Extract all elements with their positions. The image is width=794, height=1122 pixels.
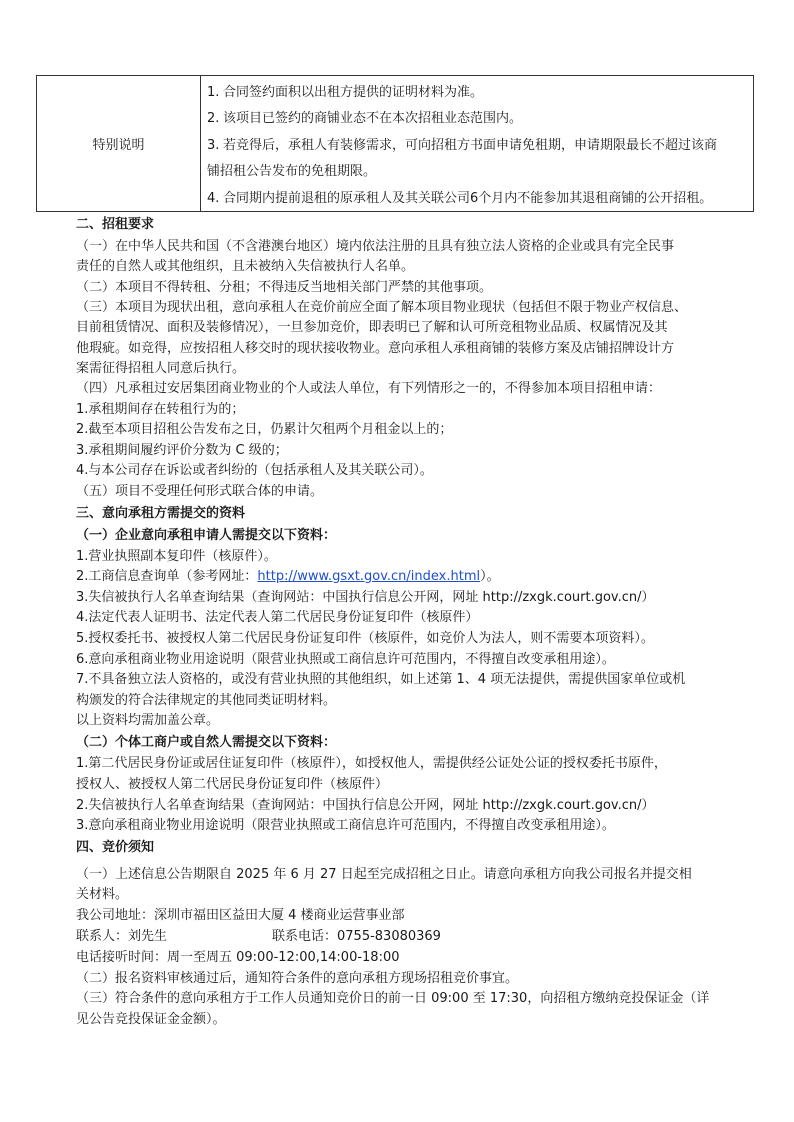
paragraph-line: （三）符合条件的意向承租方于工作人员通知竞价日的前一日 09:00 至 17:30，向招租方缴纳竞投保证金（详 xyxy=(76,991,710,1006)
table-item: 1. 合同签约面积以出租方提供的证明材料为准。 xyxy=(207,85,484,100)
special-notes-table xyxy=(36,75,754,212)
gsxt-link[interactable]: http://www.gsxt.gov.cn/index.html xyxy=(257,569,481,584)
paragraph-line: 1.承租期间存在转租行为的； xyxy=(76,402,245,417)
table-item: 3. 若竞得后，承租人有装修需求，可向招租方书面申请免租期，申请期限最长不超过该商 xyxy=(207,138,718,153)
subsection-heading: （二）个体工商户或自然人需提交以下资料： xyxy=(76,735,337,750)
paragraph-line: 目前租赁情况、面积及装修情况），一旦参加竞价，即表明已了解和认可所竞租物业品质、权属情况及其 xyxy=(76,320,668,335)
paragraph-line: 授权人、被授权人第二代居民身份证复印件（核原件） xyxy=(76,777,389,792)
contact-person: 联系人：刘先生 xyxy=(76,929,168,944)
paragraph-line: （二）本项目不得转租、分租；不得违反当地相关部门严禁的其他事项。 xyxy=(76,280,493,295)
paragraph-line: 2.截至本项目招租公告发布之日，仍累计欠租两个月租金以上的； xyxy=(76,422,453,437)
paragraph-line: 构颁发的符合法律规定的其他同类证明材料。 xyxy=(76,693,337,708)
paragraph-line: 2.工商信息查询单（参考网址：http://www.gsxt.gov.cn/index.html）。 xyxy=(76,569,500,584)
paragraph-line: （三）本项目为现状出租，意向承租人在竞价前应全面了解本项目物业现状（包括但不限于物业产权信息、 xyxy=(76,300,688,315)
paragraph-line: 以上资料均需加盖公章。 xyxy=(76,713,220,728)
paragraph-line: （一）上述信息公告期限自 2025 年 6 月 27 日起至完成招租之日止。请意向承租方向我公司报名并提交相 xyxy=(76,867,692,882)
subsection-heading: （一）企业意向承租申请人需提交以下资料： xyxy=(76,528,337,543)
contact-phone: 联系电话：0755-83080369 xyxy=(272,929,441,944)
paragraph-line: 3.意向承租商业物业用途说明（限营业执照或工商信息许可范围内，不得擅自改变承租用途）。 xyxy=(76,818,615,833)
table-item-continuation: 铺招租公告发布的免租期限。 xyxy=(207,164,377,179)
paragraph-line: 3.承租期间履约评价分数为 C 级的； xyxy=(76,443,288,458)
table-items-cell xyxy=(201,76,753,211)
paragraph-line: 5.授权委托书、被授权人第二代居民身份证复印件（核原件，如竞价人为法人，则不需要本项资料）。 xyxy=(76,631,654,646)
paragraph-line: 责任的自然人或其他组织，且未被纳入失信被执行人名单。 xyxy=(76,259,415,274)
table-item: 2. 该项目已签约的商铺业态不在本次招租业态范围内。 xyxy=(207,111,523,126)
paragraph-line: 1.第二代居民身份证或居住证复印件（核原件），如授权他人，需提供经公证处公证的授权委托书原件， xyxy=(76,756,667,771)
paragraph-line: 3.失信被执行人名单查询结果（查询网站：中国执行信息公开网，网址 http://zxgk.court.gov.cn/） xyxy=(76,590,655,605)
paragraph-line: （四）凡承租过安居集团商业物业的个人或法人单位，有下列情形之一的，不得参加本项目招租申请： xyxy=(76,381,662,396)
paragraph-line: （二）报名资料审核通过后，通知符合条件的意向承租方现场招租竞价事宜。 xyxy=(76,971,519,986)
section-heading: 三、意向承租方需提交的资料 xyxy=(76,506,246,521)
paragraph-line: 4.与本公司存在诉讼或者纠纷的（包括承租人及其关联公司）。 xyxy=(76,463,433,478)
paragraph-line: 关材料。 xyxy=(76,887,129,902)
section-heading: 二、招租要求 xyxy=(76,217,155,232)
paragraph-line: 他瑕疵。如竞得，应按招租人移交时的现状接收物业。意向承租人承租商铺的装修方案及店铺招牌设计方 xyxy=(76,341,675,356)
table-item: 4. 合同期内提前退租的原承租人及其关联公司6个月内不能参加其退租商铺的公开招租。 xyxy=(207,191,713,206)
paragraph-line: 4.法定代表人证明书、法定代表人第二代居民身份证复印件（核原件） xyxy=(76,610,479,625)
paragraph-line: 1.营业执照副本复印件（核原件）。 xyxy=(76,549,277,564)
address-line: 我公司地址：深圳市福田区益田大厦 4 楼商业运营事业部 xyxy=(76,908,405,923)
paragraph-line: 7.不具备独立法人资格的，或没有营业执照的其他组织，如上述第 1、4 项无法提供，需提供国家单位或机 xyxy=(76,672,686,687)
section-heading: 四、竞价须知 xyxy=(76,840,155,855)
paragraph-line: 见公告竞投保证金金额）。 xyxy=(76,1012,226,1027)
paragraph-line: （一）在中华人民共和国（不含港澳台地区）境内依法注册的且具有独立法人资格的企业或具有完全民事 xyxy=(76,239,675,254)
table-label-cell: 特别说明 xyxy=(37,76,201,211)
paragraph-line: （五）项目不受理任何形式联合体的申请。 xyxy=(76,484,324,499)
paragraph-line: 6.意向承租商业物业用途说明（限营业执照或工商信息许可范围内，不得擅自改变承租用途）。 xyxy=(76,652,615,667)
paragraph-line: 案需征得招租人同意后执行。 xyxy=(76,361,246,376)
paragraph-line: 2.失信被执行人名单查询结果（查询网站：中国执行信息公开网，网址 http://zxgk.court.gov.cn/） xyxy=(76,798,655,813)
paragraph-line: 电话接听时间：周一至周五 09:00-12:00,14:00-18:00 xyxy=(76,950,400,965)
